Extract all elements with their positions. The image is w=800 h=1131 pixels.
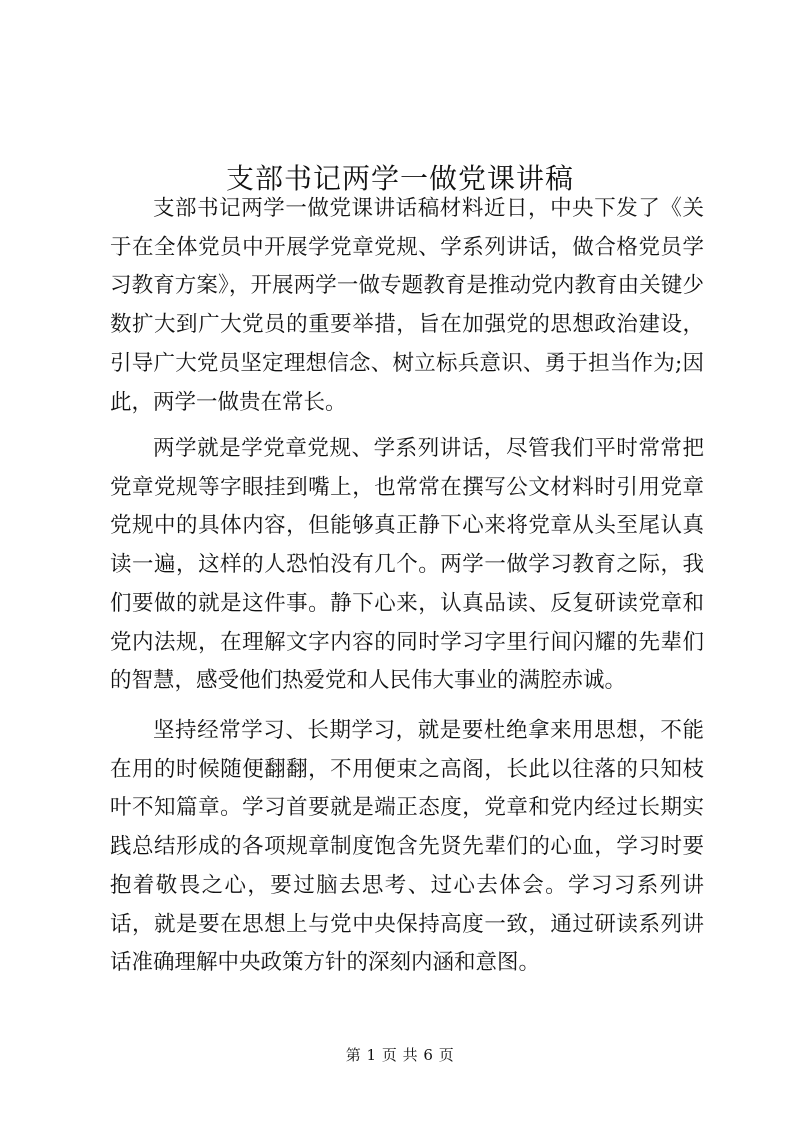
document-title: 支部书记两学一做党课讲稿 (225, 161, 574, 195)
paragraph-3: 坚持经常学习、长期学习，就是要杜绝拿来用思想，不能在用的时候随便翻翻，不用便束之高阁，长此以往落的只知枝叶不知篇章。学习首要就是端正态度，党章和党内经过长期实践总结形成的各项规章制度饱含先贤先辈们的心血，学习时要抱着敬畏之心，要过脑去思考、过心去体会。学习习系列讲话，就是要在思想上与党中央保持高度一致，通过研读系列讲话准确理解中央政策方针的深刻内涵和意图。 (110, 718, 704, 976)
page-footer: 第 1 页 共 6 页 (345, 1046, 455, 1064)
paragraph-2: 两学就是学党章党规、学系列讲话，尽管我们平时常常把党章党规等字眼挂到嘴上，也常常在撰写公文材料时引用党章党规中的具体内容，但能够真正静下心来将党章从头至尾认真读一遍，这样的人恐怕没有几个。两学一做学习教育之际，我们要做的就是这件事。静下心来，认真品读、反复研读党章和党内法规，在理解文字内容的同时学习字里行间闪耀的先辈们的智慧，感受他们热爱党和人民伟大事业的满腔赤诚。 (110, 436, 704, 694)
paragraph-1: 支部书记两学一做党课讲话稿材料近日，中央下发了《关于在全体党员中开展学党章党规、学系列讲话，做合格党员学习教育方案》，开展两学一做专题教育是推动党内教育由关键少数扩大到广大党员的重要举措，旨在加强党的思想政治建设，引导广大党员坚定理想信念、树立标兵意识、勇于担当作为;因此，两学一做贵在常长。 (110, 196, 704, 415)
